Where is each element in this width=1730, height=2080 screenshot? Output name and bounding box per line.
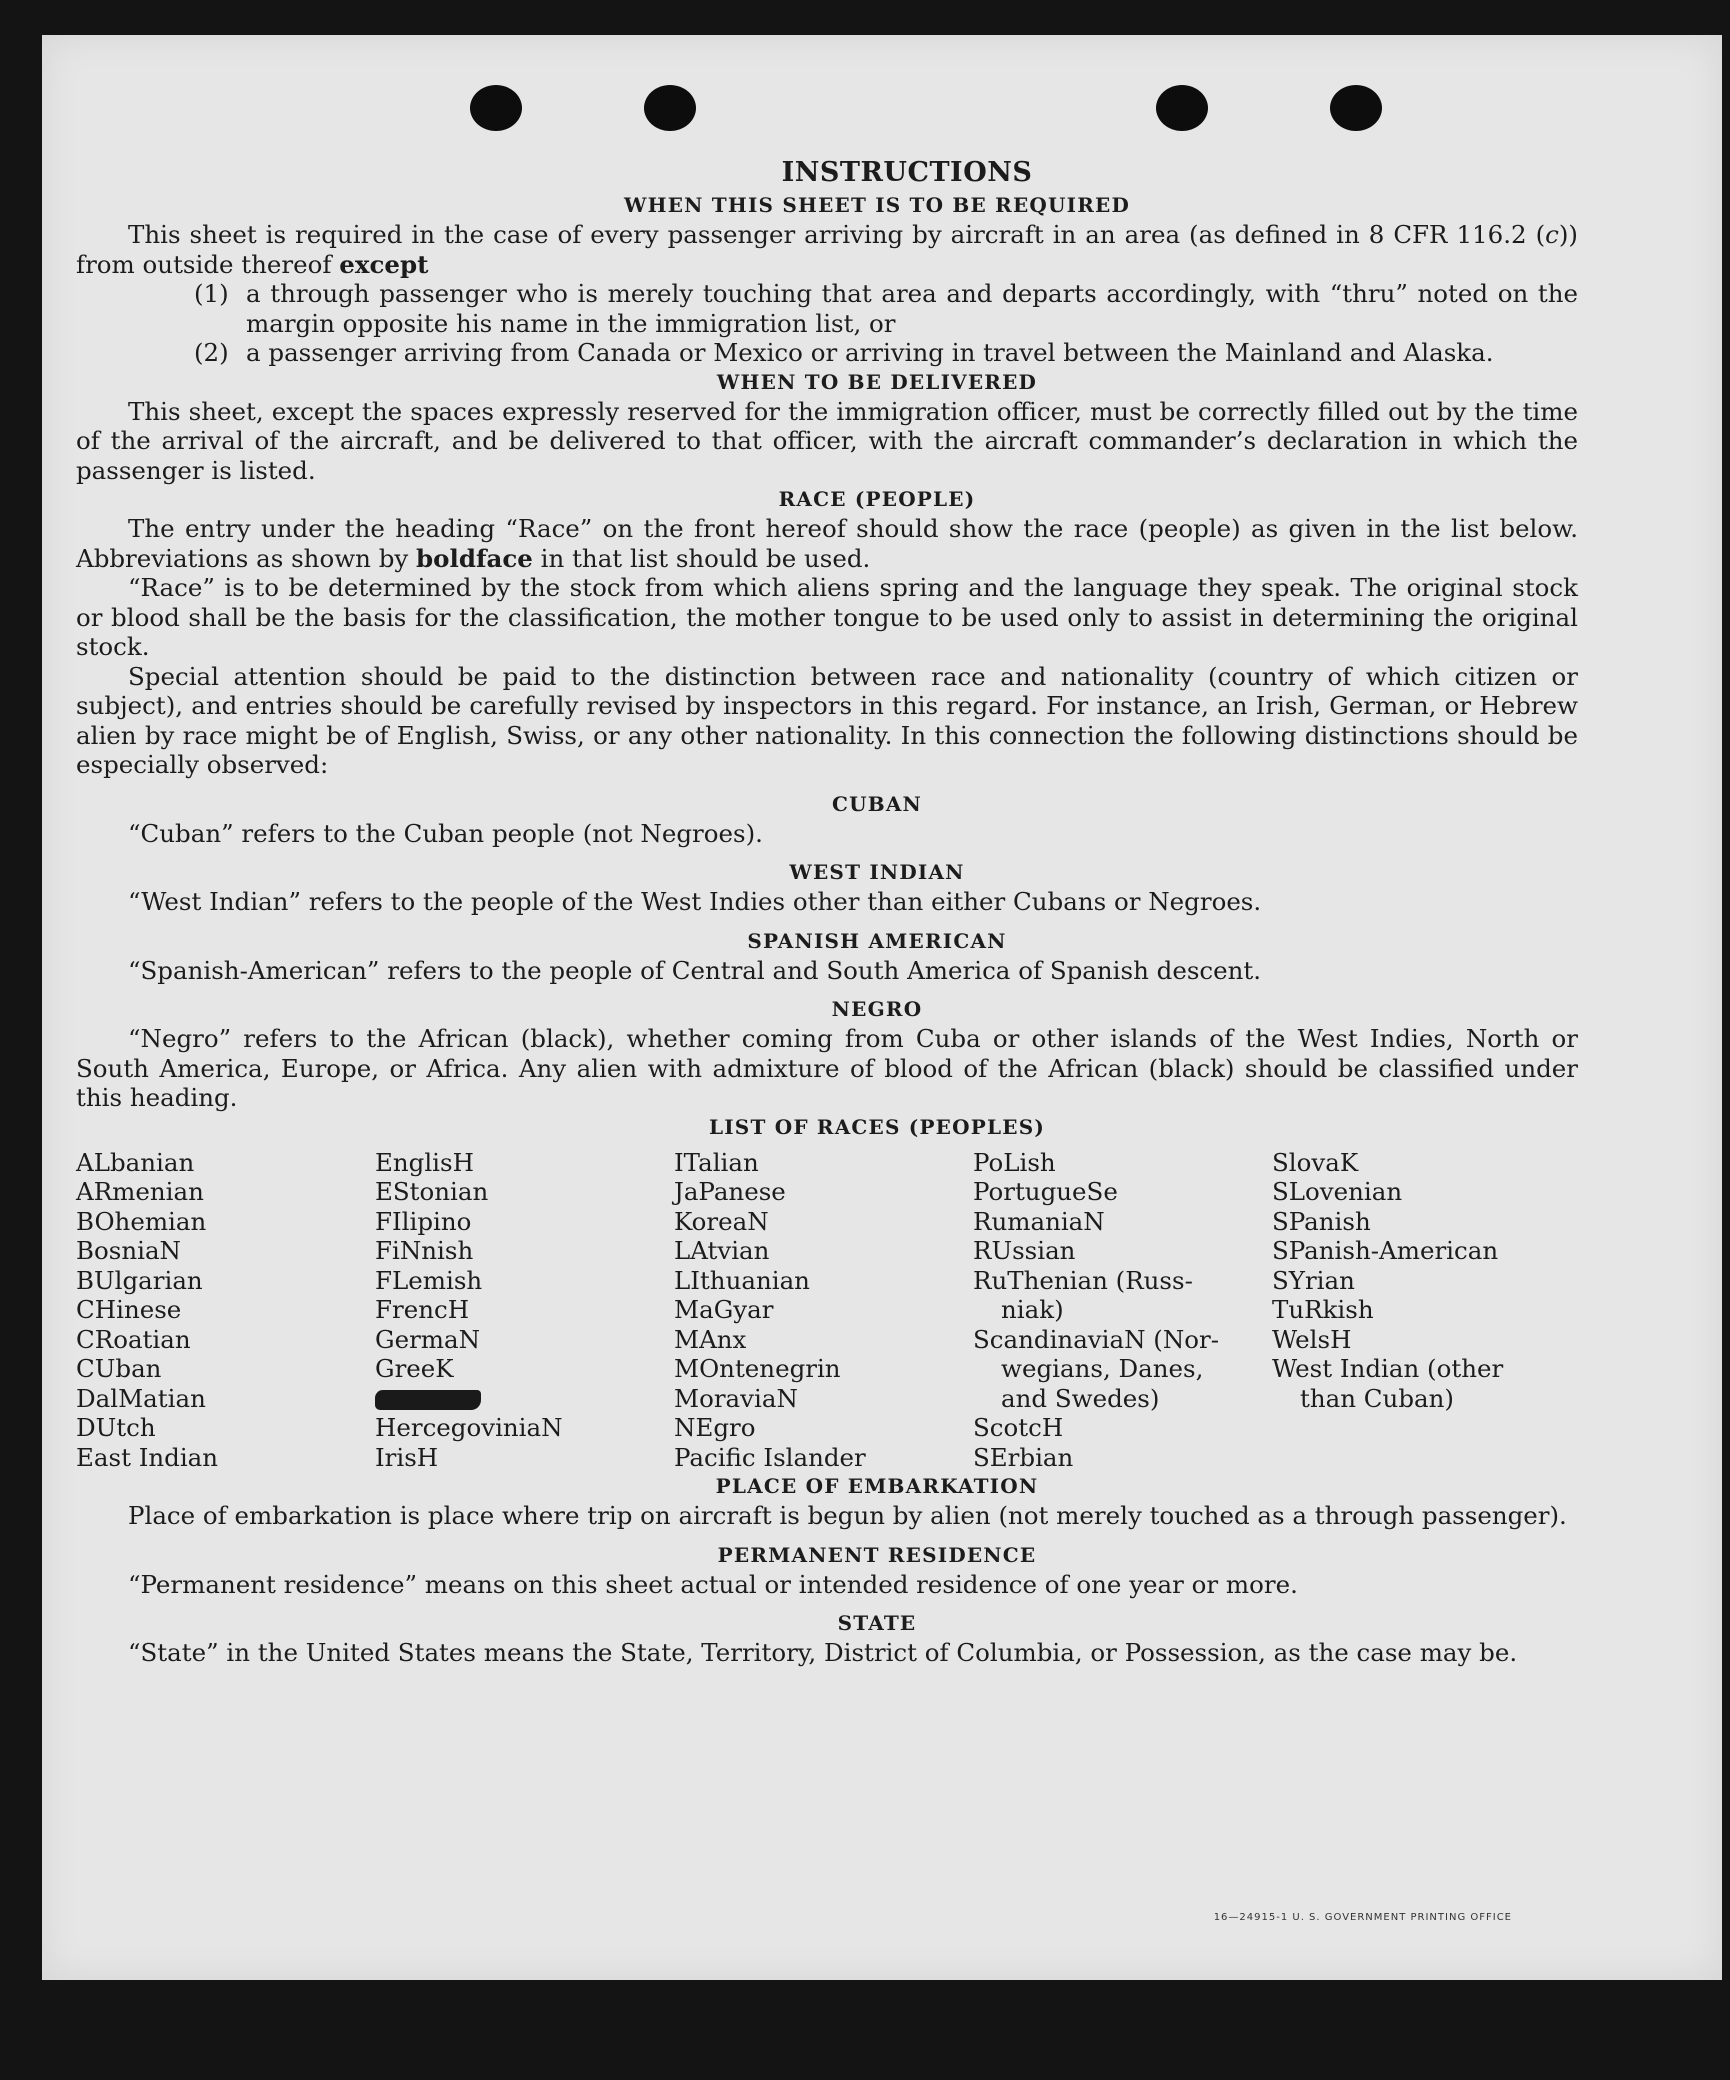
race-entry: DUtch xyxy=(76,1413,156,1442)
races-list xyxy=(76,1148,1578,1473)
race-entry: BosniaN xyxy=(76,1236,181,1265)
race-entry: RumaniaN xyxy=(973,1206,1105,1236)
list-item xyxy=(194,279,1578,338)
race-entry: MAnx xyxy=(674,1324,747,1354)
race-paragraph-2: “Race” is to be determined by the stock from which aliens spring and the language they speak. The original stock or blood shall be the basis for the classification, the mother tongue to be used only to assist in determining the original stock. xyxy=(76,573,1578,661)
section-heading: WHEN THIS SHEET IS TO BE REQUIRED xyxy=(623,193,1131,217)
race-entry: ALbanian xyxy=(76,1147,195,1177)
document-sheet xyxy=(42,35,1722,1980)
races-column-1 xyxy=(76,1148,375,1473)
section-heading: SPANISH AMERICAN xyxy=(747,928,1007,953)
race-entry: ARmenian xyxy=(76,1177,204,1206)
race-entry: BOhemian xyxy=(76,1206,207,1236)
race-entry: ScotcH xyxy=(973,1413,1064,1442)
text-run: c xyxy=(1545,220,1559,249)
race-entry: GermaN xyxy=(375,1324,481,1354)
race-entry: LIthuanian xyxy=(674,1265,810,1295)
printer-imprint: 16—24915-1 U. S. GOVERNMENT PRINTING OFFICE xyxy=(1213,1912,1512,1923)
race-entry: PortugueSe xyxy=(973,1177,1118,1206)
race-entry: SErbian xyxy=(973,1442,1074,1472)
race-entry: RUssian xyxy=(973,1236,1076,1265)
race-entry: FrencH xyxy=(375,1295,470,1324)
item-number: (1) xyxy=(194,279,229,308)
punch-hole xyxy=(1330,85,1382,131)
item-number: (2) xyxy=(194,338,229,367)
race-entry: TuRkish xyxy=(1272,1295,1374,1324)
race-entry: EStonian xyxy=(375,1177,489,1206)
section-heading: WHEN TO BE DELIVERED xyxy=(716,369,1038,394)
redacted-entry xyxy=(375,1384,674,1414)
race-entry: PoLish xyxy=(973,1147,1056,1177)
race-entry: niak) xyxy=(1001,1295,1064,1324)
races-column-3 xyxy=(674,1148,973,1473)
race-entry: than Cuban) xyxy=(1300,1383,1454,1413)
section-heading: PLACE OF EMBARKATION xyxy=(715,1474,1039,1498)
section-heading: STATE xyxy=(837,1611,917,1635)
punch-hole xyxy=(470,85,522,131)
text-run: This sheet is required in the case of every passenger arriving by aircraft in an area (as defined in 8 CFR 116.2 ( xyxy=(128,220,1546,249)
section-heading: PERMANENT RESIDENCE xyxy=(717,1542,1037,1567)
negro-paragraph: “Negro” refers to the African (black), whether coming from Cuba or other islands of the West Indies, North or South America, Europe, or Africa. Any alien with admixture of blood of the African (black) should be classified under this heading. xyxy=(76,1024,1578,1112)
race-entry: LAtvian xyxy=(674,1236,770,1265)
residence-paragraph: “Permanent residence” means on this sheet actual or intended residence of one year or more. xyxy=(128,1569,1298,1599)
race-entry: KoreaN xyxy=(674,1206,769,1236)
race-entry: SPanish xyxy=(1272,1206,1371,1236)
race-paragraph-3: Special attention should be paid to the distinction between race and nationality (country of which citizen or subject), and entries should be carefully revised by inspectors in this regard. For instance, an Irish, German, or Hebrew alien by race might be of English, Swiss, or any other nationality. In this connection the following distinctions should be especially observed: xyxy=(76,661,1578,779)
delivered-paragraph: This sheet, except the spaces expressly reserved for the immigration officer, must be correctly filled out by the time of the arrival of the aircraft, and be delivered to that officer, with the aircraft commander’s declaration in which the passenger is listed. xyxy=(76,396,1578,485)
punch-hole xyxy=(1156,85,1208,131)
race-entry: SYrian xyxy=(1272,1265,1355,1295)
state-paragraph: “State” in the United States means the State, Territory, District of Columbia, or Possession, as the case may be. xyxy=(128,1638,1518,1667)
spanish-american-paragraph: “Spanish-American” refers to the people of Central and South America of Spanish descent. xyxy=(128,955,1262,985)
item-text: a passenger arriving from Canada or Mexico or arriving in travel between the Mainland and Alaska. xyxy=(246,338,1494,367)
race-entry: ITalian xyxy=(674,1147,759,1177)
race-entry: East Indian xyxy=(76,1442,219,1472)
race-entry: GreeK xyxy=(375,1354,454,1383)
required-paragraph xyxy=(76,220,1578,279)
race-entry: SLovenian xyxy=(1272,1177,1403,1206)
race-entry: NEgro xyxy=(674,1413,756,1442)
section-heading: WEST INDIAN xyxy=(789,860,965,884)
race-entry: FIlipino xyxy=(375,1206,472,1236)
cuban-paragraph: “Cuban” refers to the Cuban people (not Negroes). xyxy=(128,818,763,848)
race-entry: CRoatian xyxy=(76,1324,191,1354)
race-entry: and Swedes) xyxy=(1001,1383,1160,1413)
race-entry: IrisH xyxy=(375,1442,439,1472)
race-entry: FiNnish xyxy=(375,1236,474,1265)
race-entry: ScandinaviaN (Nor- xyxy=(973,1324,1220,1354)
race-entry: SPanish-American xyxy=(1272,1236,1499,1265)
redaction-mark xyxy=(375,1390,481,1410)
race-entry: WelsH xyxy=(1272,1324,1352,1354)
race-entry: DalMatian xyxy=(76,1383,206,1413)
text-run: )) from outside thereof xyxy=(76,220,1578,279)
west-indian-paragraph: “West Indian” refers to the people of the West Indies other than either Cubans or Negroes. xyxy=(128,887,1262,916)
item-text: a through passenger who is merely touching that area and departs accordingly, with “thru” noted on the margin opposite his name in the immigration list, or xyxy=(246,279,1578,338)
race-entry: MOntenegrin xyxy=(674,1354,841,1383)
races-column-4 xyxy=(973,1148,1272,1473)
race-entry: MaGyar xyxy=(674,1295,774,1324)
embarkation-paragraph: Place of embarkation is place where trip on aircraft is begun by alien (not merely touched as a through passenger). xyxy=(128,1501,1567,1530)
race-entry: CUban xyxy=(76,1354,162,1383)
instructions-body xyxy=(76,155,1578,1668)
section-heading: NEGRO xyxy=(831,997,923,1021)
section-heading: LIST OF RACES (PEOPLES) xyxy=(708,1114,1046,1139)
race-entry: SlovaK xyxy=(1272,1147,1359,1177)
race-entry: EnglisH xyxy=(375,1147,474,1177)
text-run: except xyxy=(339,249,429,279)
text-run: boldface xyxy=(416,543,533,573)
section-heading: CUBAN xyxy=(831,791,923,816)
race-entry: JaPanese xyxy=(674,1177,786,1206)
list-item xyxy=(194,338,1578,368)
race-entry: West Indian (other xyxy=(1272,1354,1504,1383)
race-entry: BUlgarian xyxy=(76,1265,203,1295)
race-entry: FLemish xyxy=(375,1265,483,1295)
race-entry: CHinese xyxy=(76,1295,182,1324)
section-heading: RACE (PEOPLE) xyxy=(778,487,976,511)
race-entry: Pacific Islander xyxy=(674,1442,866,1472)
race-entry: RuThenian (Russ- xyxy=(973,1265,1193,1295)
text-run: in that list should be used. xyxy=(532,543,871,573)
race-entry: wegians, Danes, xyxy=(1001,1354,1204,1383)
page-title: INSTRUCTIONS xyxy=(781,157,1033,188)
race-entry: MoraviaN xyxy=(674,1383,798,1413)
race-entry: HercegoviniaN xyxy=(375,1413,563,1442)
races-column-2 xyxy=(375,1148,674,1473)
races-column-5 xyxy=(1272,1148,1571,1473)
text-run: The entry under the heading “Race” on the front hereof should show the race (people) as given in the list below. Abbreviations as shown by xyxy=(76,514,1578,573)
punch-hole xyxy=(644,85,696,131)
race-paragraph-1 xyxy=(76,514,1578,573)
